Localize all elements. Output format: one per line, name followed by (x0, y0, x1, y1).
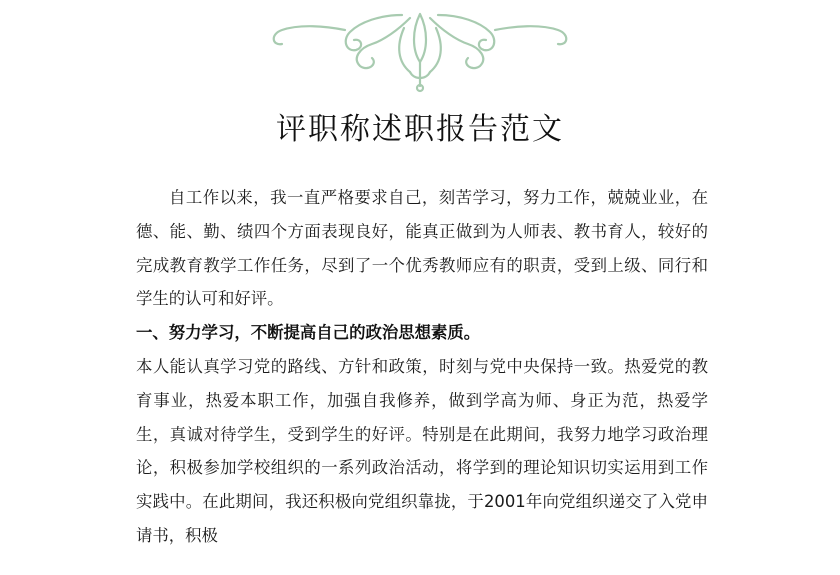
section-heading: 一、努力学习，不断提高自己的政治思想素质。 (136, 323, 481, 343)
document-body (136, 181, 708, 553)
decorative-header-ornament (0, 0, 840, 95)
document-title: 评职称述职报告范文 (276, 112, 564, 147)
section-paragraph: 本人能认真学习党的路线、方针和政策，时刻与党中央保持一致。热爱党的教育事业，热爱本职工作，加强自我修养，做到学高为师、身正为范，热爱学生，真诚对待学生，受到学生的好评。特别是在此期间，我努力地学习政治理论，积极参加学校组织的一系列政治活动，将学到的理论知识切实运用到工作实践中。在此期间，我还积极向党组织靠拢，于2001年向党组织递交了入党申请书，积极 (136, 356, 708, 545)
intro-paragraph: 自工作以来，我一直严格要求自己，刻苦学习，努力工作，兢兢业业，在德、能、勤、绩四个方面表现良好，能真正做到为人师表、教书育人，较好的完成教育教学工作任务，尽到了一个优秀教师应有的职责，受到上级、同行和学生的认可和好评。 (136, 188, 708, 309)
